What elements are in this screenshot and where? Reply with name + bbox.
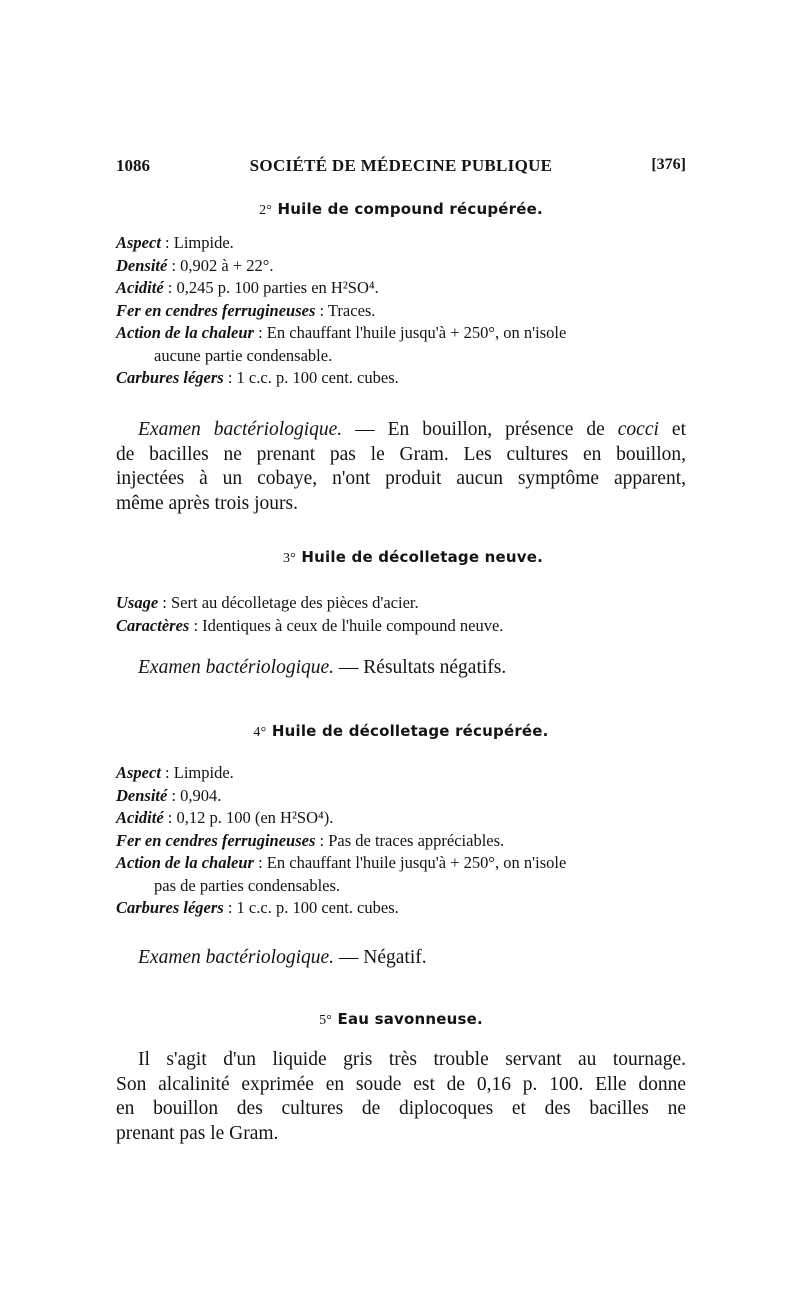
journal-title: SOCIÉTÉ DE MÉDECINE PUBLIQUE	[249, 156, 553, 175]
exam-line-3: injectées à un cobaye, n'ont produit aucun symptôme apparent,	[116, 468, 686, 489]
running-header	[116, 156, 686, 180]
action-line	[116, 322, 696, 345]
s4-action-continuation: pas de parties condensables.	[154, 875, 341, 895]
exam-line-1: Examen bactériologique. — En bouillon, présence de cocci et	[138, 419, 686, 440]
caracteres-line	[116, 615, 696, 638]
section-3-properties	[116, 592, 696, 637]
acidite-value: : 0,245 p. 100 parties en H²SO⁴.	[163, 278, 379, 297]
section-2-properties	[116, 232, 696, 390]
exam-line-4: même après trois jours.	[116, 492, 298, 514]
s4-acidite-line	[116, 807, 696, 830]
section-3-number: 3°	[282, 551, 296, 566]
fer-key: Fer en cendres ferrugineuses	[116, 300, 316, 320]
aspect-line	[116, 232, 696, 255]
s4-aspect-line	[116, 762, 696, 785]
section-5-number: 5°	[319, 1013, 333, 1028]
s4-aspect-value: : Limpide.	[160, 763, 234, 782]
s4-fer-key: Fer en cendres ferrugineuses	[116, 830, 316, 850]
densite-value: : 0,902 à + 22°.	[167, 255, 274, 275]
aspect-key: Aspect	[116, 233, 161, 252]
densite-key: Densité	[116, 255, 168, 275]
section-3-exam-key: Examen bactériologique.	[138, 657, 335, 678]
s4-fer-value: : Pas de traces appréciables.	[315, 830, 505, 850]
s5-line-3: en bouillon des cultures de diplocoques et des bacilles ne	[116, 1098, 686, 1119]
action-key: Action de la chaleur	[116, 323, 254, 342]
s4-action-value: : En chauffant l'huile jusqu'à + 250°, on n'isole	[253, 853, 567, 872]
densite-line	[116, 255, 696, 278]
caracteres-value: : Identiques à ceux de l'huile compound neuve.	[189, 615, 504, 635]
action-continuation: aucune partie condensable.	[154, 345, 333, 365]
s4-carbures-line	[116, 897, 696, 920]
s4-action-line	[116, 852, 696, 875]
usage-value: : Sert au décolletage des pièces d'acier.	[158, 593, 419, 612]
s5-line-2: Son alcalinité exprimée en soude est de 0,16 p. 100. Elle donne	[116, 1073, 686, 1095]
section-4-exam-key: Examen bactériologique.	[138, 947, 335, 968]
section-4-exam-paragraph	[116, 946, 686, 971]
section-4-heading	[116, 722, 686, 741]
section-3-title: Huile de décolletage neuve.	[301, 548, 544, 566]
s4-densite-key: Densité	[116, 785, 168, 805]
s4-carbures-key: Carbures légers	[116, 898, 224, 917]
s4-carbures-value: : 1 c.c. p. 100 cent. cubes.	[223, 898, 399, 917]
usage-line	[116, 592, 696, 615]
s5-line-4: prenant pas le Gram.	[116, 1122, 279, 1144]
s4-densite-value: : 0,904.	[167, 785, 222, 805]
s5-line-1: Il s'agit d'un liquide gris très trouble servant au tournage.	[138, 1049, 686, 1070]
usage-key: Usage	[116, 593, 159, 612]
acidite-line	[116, 277, 696, 300]
section-4-properties	[116, 762, 696, 920]
section-5-title: Eau savonneuse.	[337, 1010, 483, 1028]
section-5-heading	[116, 1010, 686, 1029]
s4-densite-line	[116, 785, 696, 808]
s4-acidite-value: : 0,12 p. 100 (en H²SO⁴).	[163, 808, 334, 827]
bracket-page-number: [376]	[651, 156, 686, 173]
fer-value: : Traces.	[315, 300, 376, 320]
page-number: 1086	[116, 156, 150, 175]
section-4-number: 4°	[253, 725, 267, 740]
section-2-heading	[116, 200, 686, 219]
section-5-paragraph	[116, 1048, 686, 1146]
section-4-title: Huile de décolletage récupérée.	[271, 722, 549, 740]
cocci-term: cocci	[617, 419, 659, 440]
exam-key: Examen bactériologique.	[138, 419, 343, 440]
carbures-key: Carbures légers	[116, 368, 224, 387]
section-2-title: Huile de compound récupérée.	[277, 200, 543, 218]
carbures-value: : 1 c.c. p. 100 cent. cubes.	[223, 368, 399, 387]
s4-acidite-key: Acidité	[116, 808, 164, 827]
section-3-heading	[116, 548, 686, 567]
section-3-exam-paragraph	[116, 656, 686, 681]
section-2-number: 2°	[259, 203, 273, 218]
s4-fer-line	[116, 830, 696, 853]
s4-aspect-key: Aspect	[116, 763, 161, 782]
s4-action-key: Action de la chaleur	[116, 853, 254, 872]
carbures-line	[116, 367, 696, 390]
aspect-value: : Limpide.	[160, 233, 234, 252]
caracteres-key: Caractères	[116, 615, 190, 635]
acidite-key: Acidité	[116, 278, 164, 297]
section-4-exam-line: Examen bactériologique. — Négatif.	[138, 947, 427, 968]
action-value: : En chauffant l'huile jusqu'à + 250°, on n'isole	[253, 323, 567, 342]
section-3-exam-line: Examen bactériologique. — Résultats négatifs.	[138, 657, 507, 678]
section-2-exam-paragraph	[116, 418, 686, 516]
fer-line	[116, 300, 696, 323]
exam-line-2: de bacilles ne prenant pas le Gram. Les cultures en bouillon,	[116, 443, 686, 465]
